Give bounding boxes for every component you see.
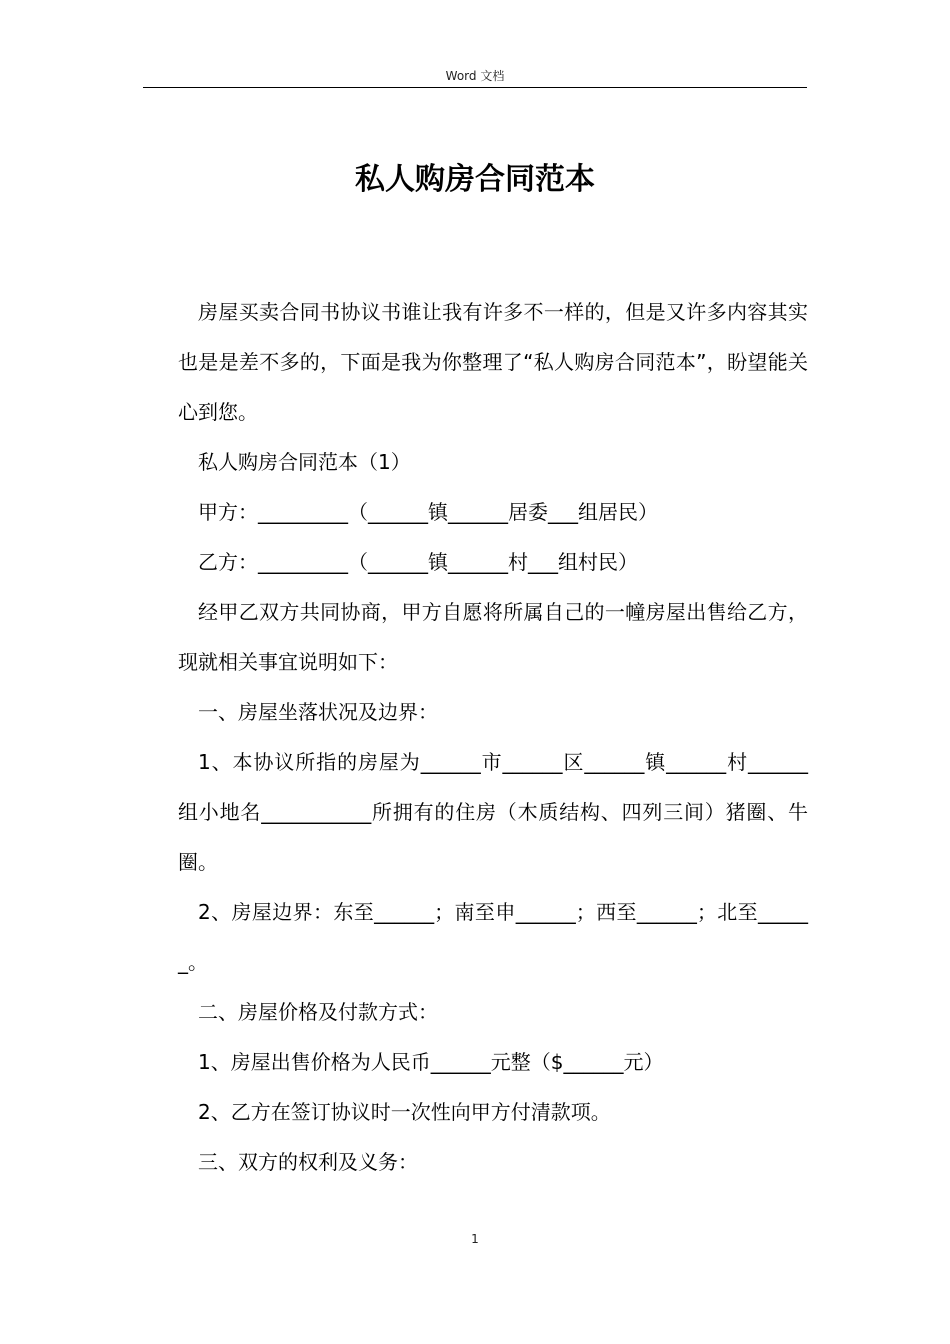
agreement-paragraph: 经甲乙双方共同协商，甲方自愿将所属自己的一幢房屋出售给乙方，现就相关事宜说明如下： <box>178 600 808 674</box>
party-b-line: 乙方：_________（______镇______村___组村民） <box>198 550 638 574</box>
intro-paragraph: 房屋买卖合同书协议书谁让我有许多不一样的，但是又许多内容其实也是是差不多的，下面是我为你整理了“私人购房合同范本”，盼望能关心到您。 <box>178 300 808 424</box>
document-title: 私人购房合同范本 <box>355 162 595 197</box>
party-a-line: 甲方：_________（______镇______居委___组居民） <box>198 500 658 524</box>
document-body <box>178 287 808 1187</box>
page-number: 1 <box>471 1232 479 1246</box>
clause-heading: 二、房屋价格及付款方式： <box>198 1000 438 1024</box>
clause-item: 2、房屋边界：东至______；南至申______；西至______；北至______。 <box>178 900 808 974</box>
clause-item: 1、本协议所指的房屋为______市______区______镇______村______组小地名___________所拥有的住房（木质结构、四列三间）猪圈、牛圈。 <box>178 750 808 874</box>
clause-item: 1、房屋出售价格为人民币______元整（$______元） <box>198 1050 664 1074</box>
section-heading: 私人购房合同范本（1） <box>198 450 411 474</box>
clause-item: 2、乙方在签订协议时一次性向甲方付清款项。 <box>198 1100 611 1124</box>
clause-heading: 三、双方的权利及义务： <box>198 1150 418 1174</box>
header-divider <box>143 87 807 88</box>
page-header: Word 文档 <box>445 69 505 83</box>
clause-heading: 一、房屋坐落状况及边界： <box>198 700 438 724</box>
